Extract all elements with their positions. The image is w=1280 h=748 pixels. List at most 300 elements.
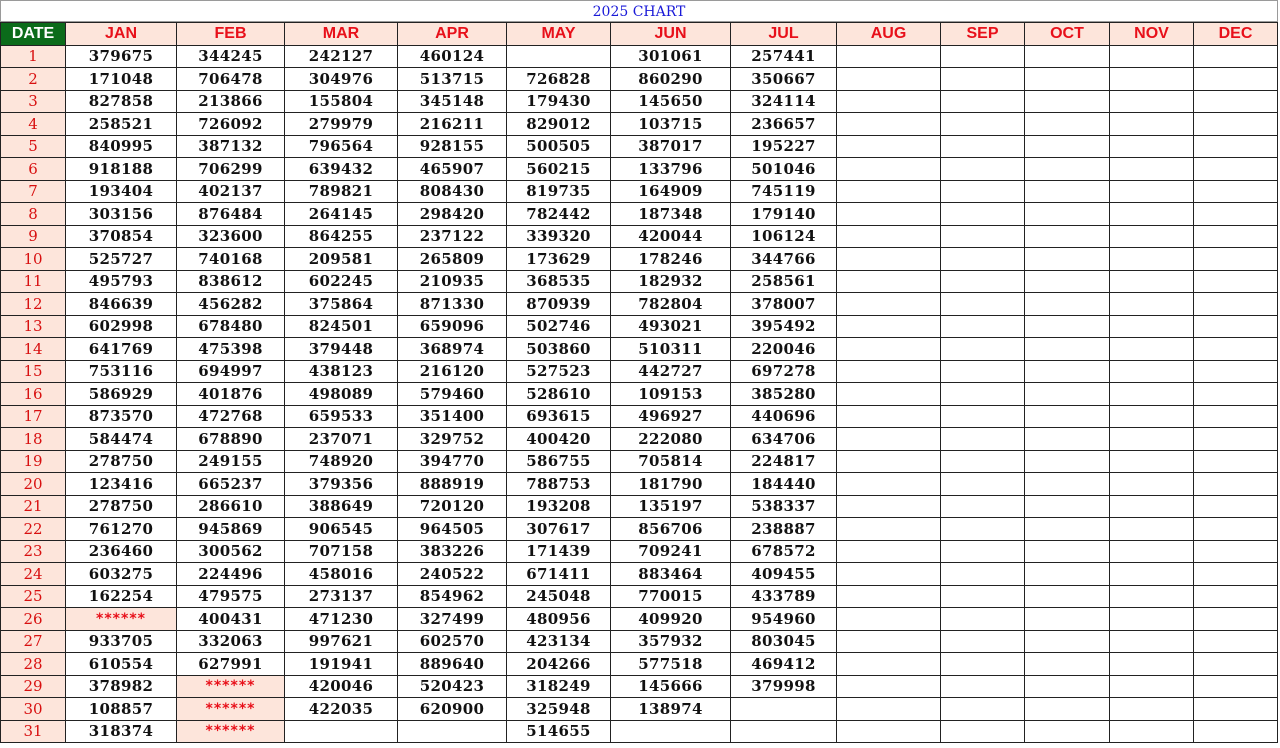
value-cell[interactable]: 803045	[731, 630, 837, 653]
value-cell[interactable]: 383226	[398, 540, 507, 563]
value-cell[interactable]: 442727	[611, 360, 731, 383]
value-cell[interactable]	[1110, 450, 1194, 473]
value-cell[interactable]: 178246	[611, 248, 731, 271]
value-cell[interactable]: 173629	[507, 248, 611, 271]
value-cell[interactable]	[941, 383, 1025, 406]
value-cell[interactable]	[1194, 540, 1278, 563]
value-cell[interactable]: 954960	[731, 608, 837, 631]
value-cell[interactable]: 671411	[507, 563, 611, 586]
value-cell[interactable]: 659096	[398, 315, 507, 338]
value-cell[interactable]: 242127	[285, 45, 398, 68]
value-cell[interactable]: 258521	[66, 113, 177, 136]
value-cell[interactable]: 187348	[611, 203, 731, 226]
value-cell[interactable]	[1194, 405, 1278, 428]
value-cell[interactable]: 329752	[398, 428, 507, 451]
value-cell[interactable]: 108857	[66, 698, 177, 721]
value-cell[interactable]: 620900	[398, 698, 507, 721]
value-cell[interactable]: 864255	[285, 225, 398, 248]
value-cell[interactable]	[1194, 428, 1278, 451]
value-cell[interactable]: 479575	[177, 585, 285, 608]
value-cell[interactable]: 873570	[66, 405, 177, 428]
value-cell[interactable]: 245048	[507, 585, 611, 608]
value-cell[interactable]: 332063	[177, 630, 285, 653]
value-cell[interactable]	[837, 450, 941, 473]
value-cell[interactable]: 395492	[731, 315, 837, 338]
value-cell[interactable]	[1110, 315, 1194, 338]
month-header-dec[interactable]: DEC	[1194, 23, 1278, 46]
value-cell[interactable]: 964505	[398, 518, 507, 541]
value-cell[interactable]	[1110, 428, 1194, 451]
value-cell[interactable]: 456282	[177, 293, 285, 316]
value-cell[interactable]: 323600	[177, 225, 285, 248]
value-cell[interactable]: 808430	[398, 180, 507, 203]
value-cell[interactable]: 400431	[177, 608, 285, 631]
value-cell[interactable]	[941, 563, 1025, 586]
value-cell[interactable]	[837, 315, 941, 338]
value-cell[interactable]: 538337	[731, 495, 837, 518]
value-cell[interactable]	[1194, 585, 1278, 608]
value-cell[interactable]: 641769	[66, 338, 177, 361]
value-cell[interactable]: 726828	[507, 68, 611, 91]
value-cell[interactable]: 829012	[507, 113, 611, 136]
value-cell[interactable]: 458016	[285, 563, 398, 586]
value-cell[interactable]	[1025, 450, 1110, 473]
value-cell[interactable]	[1025, 293, 1110, 316]
value-cell[interactable]: 350667	[731, 68, 837, 91]
value-cell[interactable]: 222080	[611, 428, 731, 451]
value-cell[interactable]	[1194, 180, 1278, 203]
value-cell[interactable]: 433789	[731, 585, 837, 608]
day-cell[interactable]: 1	[1, 45, 66, 68]
value-cell[interactable]	[1025, 428, 1110, 451]
value-cell[interactable]: 286610	[177, 495, 285, 518]
value-cell[interactable]	[941, 293, 1025, 316]
value-cell[interactable]	[1194, 135, 1278, 158]
value-cell[interactable]	[1110, 720, 1194, 743]
value-cell[interactable]	[1110, 180, 1194, 203]
day-cell[interactable]: 28	[1, 653, 66, 676]
value-cell[interactable]: 856706	[611, 518, 731, 541]
value-cell[interactable]	[1110, 630, 1194, 653]
value-cell[interactable]: 216211	[398, 113, 507, 136]
value-cell[interactable]: 378982	[66, 675, 177, 698]
value-cell[interactable]: 237071	[285, 428, 398, 451]
value-cell[interactable]: 394770	[398, 450, 507, 473]
value-cell[interactable]	[1110, 653, 1194, 676]
value-cell[interactable]	[1025, 585, 1110, 608]
value-cell[interactable]	[837, 405, 941, 428]
value-cell[interactable]: 324114	[731, 90, 837, 113]
value-cell[interactable]: 720120	[398, 495, 507, 518]
value-cell[interactable]: 678890	[177, 428, 285, 451]
value-cell[interactable]	[1194, 608, 1278, 631]
value-cell[interactable]	[1110, 495, 1194, 518]
value-cell[interactable]	[1194, 720, 1278, 743]
value-cell[interactable]	[611, 720, 731, 743]
value-cell[interactable]: 788753	[507, 473, 611, 496]
value-cell[interactable]: 706478	[177, 68, 285, 91]
value-cell[interactable]	[1025, 495, 1110, 518]
value-cell[interactable]: 602570	[398, 630, 507, 653]
value-cell[interactable]	[941, 698, 1025, 721]
value-cell[interactable]	[1025, 203, 1110, 226]
value-cell[interactable]: 422035	[285, 698, 398, 721]
value-cell[interactable]	[1025, 248, 1110, 271]
value-cell[interactable]	[837, 675, 941, 698]
day-cell[interactable]: 2	[1, 68, 66, 91]
value-cell[interactable]: 584474	[66, 428, 177, 451]
value-cell[interactable]: 503860	[507, 338, 611, 361]
value-cell[interactable]: 103715	[611, 113, 731, 136]
value-cell[interactable]	[941, 360, 1025, 383]
value-cell[interactable]: 514655	[507, 720, 611, 743]
value-cell[interactable]	[1025, 68, 1110, 91]
value-cell[interactable]	[1194, 450, 1278, 473]
value-cell[interactable]	[941, 45, 1025, 68]
value-cell[interactable]: 693615	[507, 405, 611, 428]
day-cell[interactable]: 3	[1, 90, 66, 113]
value-cell[interactable]: 304976	[285, 68, 398, 91]
value-cell[interactable]: 639432	[285, 158, 398, 181]
value-cell[interactable]	[837, 180, 941, 203]
day-cell[interactable]: 31	[1, 720, 66, 743]
value-cell[interactable]: 420046	[285, 675, 398, 698]
value-cell[interactable]	[1194, 495, 1278, 518]
value-cell[interactable]	[1110, 135, 1194, 158]
value-cell[interactable]: 782442	[507, 203, 611, 226]
value-cell[interactable]	[398, 720, 507, 743]
value-cell[interactable]: 471230	[285, 608, 398, 631]
value-cell[interactable]: 420044	[611, 225, 731, 248]
value-cell[interactable]	[1025, 720, 1110, 743]
day-cell[interactable]: 4	[1, 113, 66, 136]
value-cell[interactable]	[1110, 540, 1194, 563]
value-cell[interactable]	[837, 338, 941, 361]
value-cell[interactable]: 496927	[611, 405, 731, 428]
value-cell[interactable]: 409455	[731, 563, 837, 586]
value-cell[interactable]: 876484	[177, 203, 285, 226]
value-cell[interactable]	[1194, 225, 1278, 248]
value-cell[interactable]	[837, 360, 941, 383]
month-header-nov[interactable]: NOV	[1110, 23, 1194, 46]
value-cell[interactable]: 945869	[177, 518, 285, 541]
value-cell[interactable]: 344245	[177, 45, 285, 68]
value-cell[interactable]	[731, 698, 837, 721]
value-cell[interactable]	[837, 630, 941, 653]
value-cell[interactable]	[941, 68, 1025, 91]
value-cell[interactable]: 357932	[611, 630, 731, 653]
chart-title[interactable]: 2025 CHART	[0, 0, 1278, 22]
value-cell[interactable]: 155804	[285, 90, 398, 113]
value-cell[interactable]: 753116	[66, 360, 177, 383]
value-cell[interactable]	[1025, 360, 1110, 383]
value-cell[interactable]	[837, 428, 941, 451]
value-cell[interactable]: 303156	[66, 203, 177, 226]
value-cell[interactable]: 204266	[507, 653, 611, 676]
value-cell[interactable]: 145666	[611, 675, 731, 698]
day-cell[interactable]: 15	[1, 360, 66, 383]
value-cell[interactable]	[1025, 225, 1110, 248]
value-cell[interactable]	[837, 248, 941, 271]
value-cell[interactable]: ******	[177, 720, 285, 743]
value-cell[interactable]: 106124	[731, 225, 837, 248]
value-cell[interactable]: 258561	[731, 270, 837, 293]
value-cell[interactable]: 888919	[398, 473, 507, 496]
value-cell[interactable]: 579460	[398, 383, 507, 406]
day-cell[interactable]: 13	[1, 315, 66, 338]
value-cell[interactable]: 257441	[731, 45, 837, 68]
value-cell[interactable]	[1194, 383, 1278, 406]
value-cell[interactable]	[941, 248, 1025, 271]
value-cell[interactable]	[837, 473, 941, 496]
value-cell[interactable]	[941, 428, 1025, 451]
day-cell[interactable]: 23	[1, 540, 66, 563]
value-cell[interactable]: 181790	[611, 473, 731, 496]
value-cell[interactable]: 213866	[177, 90, 285, 113]
day-cell[interactable]: 11	[1, 270, 66, 293]
value-cell[interactable]	[837, 563, 941, 586]
value-cell[interactable]	[941, 495, 1025, 518]
value-cell[interactable]	[1194, 293, 1278, 316]
value-cell[interactable]	[1110, 113, 1194, 136]
value-cell[interactable]: 379998	[731, 675, 837, 698]
value-cell[interactable]: 707158	[285, 540, 398, 563]
value-cell[interactable]	[1025, 473, 1110, 496]
value-cell[interactable]	[837, 653, 941, 676]
day-cell[interactable]: 12	[1, 293, 66, 316]
value-cell[interactable]	[837, 113, 941, 136]
value-cell[interactable]: 379675	[66, 45, 177, 68]
day-cell[interactable]: 17	[1, 405, 66, 428]
day-cell[interactable]: 6	[1, 158, 66, 181]
value-cell[interactable]: 135197	[611, 495, 731, 518]
value-cell[interactable]: 385280	[731, 383, 837, 406]
value-cell[interactable]	[1025, 653, 1110, 676]
value-cell[interactable]: 210935	[398, 270, 507, 293]
value-cell[interactable]: ******	[66, 608, 177, 631]
month-header-oct[interactable]: OCT	[1025, 23, 1110, 46]
value-cell[interactable]: 138974	[611, 698, 731, 721]
value-cell[interactable]: 610554	[66, 653, 177, 676]
value-cell[interactable]	[1110, 360, 1194, 383]
value-cell[interactable]: 782804	[611, 293, 731, 316]
value-cell[interactable]	[1025, 608, 1110, 631]
value-cell[interactable]: 133796	[611, 158, 731, 181]
value-cell[interactable]: 918188	[66, 158, 177, 181]
value-cell[interactable]: 906545	[285, 518, 398, 541]
value-cell[interactable]	[941, 405, 1025, 428]
value-cell[interactable]: 480956	[507, 608, 611, 631]
value-cell[interactable]	[941, 270, 1025, 293]
value-cell[interactable]: 368535	[507, 270, 611, 293]
day-cell[interactable]: 7	[1, 180, 66, 203]
value-cell[interactable]: 520423	[398, 675, 507, 698]
value-cell[interactable]: 400420	[507, 428, 611, 451]
value-cell[interactable]: 846639	[66, 293, 177, 316]
value-cell[interactable]	[837, 698, 941, 721]
value-cell[interactable]: 997621	[285, 630, 398, 653]
value-cell[interactable]: 883464	[611, 563, 731, 586]
value-cell[interactable]	[1194, 248, 1278, 271]
value-cell[interactable]	[837, 585, 941, 608]
value-cell[interactable]	[1025, 630, 1110, 653]
value-cell[interactable]: 193404	[66, 180, 177, 203]
value-cell[interactable]	[941, 473, 1025, 496]
value-cell[interactable]	[731, 720, 837, 743]
value-cell[interactable]	[1110, 675, 1194, 698]
value-cell[interactable]	[837, 203, 941, 226]
value-cell[interactable]: 249155	[177, 450, 285, 473]
value-cell[interactable]	[1194, 158, 1278, 181]
month-header-jun[interactable]: JUN	[611, 23, 731, 46]
value-cell[interactable]	[1025, 158, 1110, 181]
value-cell[interactable]: 726092	[177, 113, 285, 136]
value-cell[interactable]: 240522	[398, 563, 507, 586]
value-cell[interactable]: 123416	[66, 473, 177, 496]
value-cell[interactable]: 586755	[507, 450, 611, 473]
value-cell[interactable]: 379448	[285, 338, 398, 361]
value-cell[interactable]	[941, 630, 1025, 653]
value-cell[interactable]	[1110, 518, 1194, 541]
value-cell[interactable]	[1194, 68, 1278, 91]
value-cell[interactable]	[1194, 675, 1278, 698]
value-cell[interactable]: 327499	[398, 608, 507, 631]
value-cell[interactable]	[837, 68, 941, 91]
value-cell[interactable]: 171048	[66, 68, 177, 91]
value-cell[interactable]: 344766	[731, 248, 837, 271]
value-cell[interactable]: 460124	[398, 45, 507, 68]
value-cell[interactable]: 279979	[285, 113, 398, 136]
day-cell[interactable]: 18	[1, 428, 66, 451]
day-cell[interactable]: 8	[1, 203, 66, 226]
value-cell[interactable]: 560215	[507, 158, 611, 181]
value-cell[interactable]: 370854	[66, 225, 177, 248]
value-cell[interactable]: 184440	[731, 473, 837, 496]
value-cell[interactable]: 339320	[507, 225, 611, 248]
value-cell[interactable]	[941, 720, 1025, 743]
month-header-mar[interactable]: MAR	[285, 23, 398, 46]
value-cell[interactable]: 819735	[507, 180, 611, 203]
value-cell[interactable]: 264145	[285, 203, 398, 226]
value-cell[interactable]	[1110, 608, 1194, 631]
value-cell[interactable]	[941, 608, 1025, 631]
value-cell[interactable]: 510311	[611, 338, 731, 361]
value-cell[interactable]	[941, 225, 1025, 248]
value-cell[interactable]: 933705	[66, 630, 177, 653]
value-cell[interactable]	[1025, 338, 1110, 361]
value-cell[interactable]	[837, 158, 941, 181]
value-cell[interactable]	[837, 518, 941, 541]
value-cell[interactable]	[941, 180, 1025, 203]
value-cell[interactable]	[507, 45, 611, 68]
value-cell[interactable]: 237122	[398, 225, 507, 248]
value-cell[interactable]: 678480	[177, 315, 285, 338]
value-cell[interactable]	[1194, 360, 1278, 383]
value-cell[interactable]	[1194, 45, 1278, 68]
value-cell[interactable]: 586929	[66, 383, 177, 406]
month-header-sep[interactable]: SEP	[941, 23, 1025, 46]
value-cell[interactable]	[837, 270, 941, 293]
value-cell[interactable]: 191941	[285, 653, 398, 676]
value-cell[interactable]	[837, 135, 941, 158]
value-cell[interactable]: 278750	[66, 450, 177, 473]
value-cell[interactable]: 709241	[611, 540, 731, 563]
value-cell[interactable]: 659533	[285, 405, 398, 428]
value-cell[interactable]: 870939	[507, 293, 611, 316]
value-cell[interactable]	[1194, 203, 1278, 226]
value-cell[interactable]: 438123	[285, 360, 398, 383]
value-cell[interactable]	[1110, 585, 1194, 608]
month-header-may[interactable]: MAY	[507, 23, 611, 46]
value-cell[interactable]: 500505	[507, 135, 611, 158]
value-cell[interactable]: 423134	[507, 630, 611, 653]
month-header-feb[interactable]: FEB	[177, 23, 285, 46]
value-cell[interactable]: 182932	[611, 270, 731, 293]
value-cell[interactable]: 171439	[507, 540, 611, 563]
date-column-header[interactable]: DATE	[1, 23, 66, 46]
value-cell[interactable]	[837, 90, 941, 113]
value-cell[interactable]: 238887	[731, 518, 837, 541]
value-cell[interactable]	[1025, 698, 1110, 721]
day-cell[interactable]: 22	[1, 518, 66, 541]
value-cell[interactable]: 602245	[285, 270, 398, 293]
value-cell[interactable]: 705814	[611, 450, 731, 473]
value-cell[interactable]: 401876	[177, 383, 285, 406]
value-cell[interactable]: 770015	[611, 585, 731, 608]
value-cell[interactable]	[941, 585, 1025, 608]
value-cell[interactable]: 224817	[731, 450, 837, 473]
value-cell[interactable]: 368974	[398, 338, 507, 361]
value-cell[interactable]: 307617	[507, 518, 611, 541]
value-cell[interactable]: 298420	[398, 203, 507, 226]
day-cell[interactable]: 27	[1, 630, 66, 653]
value-cell[interactable]	[837, 720, 941, 743]
value-cell[interactable]: 678572	[731, 540, 837, 563]
value-cell[interactable]: 193208	[507, 495, 611, 518]
value-cell[interactable]	[1194, 473, 1278, 496]
value-cell[interactable]	[837, 495, 941, 518]
value-cell[interactable]	[1194, 113, 1278, 136]
value-cell[interactable]	[1194, 270, 1278, 293]
value-cell[interactable]	[1194, 518, 1278, 541]
value-cell[interactable]: ******	[177, 675, 285, 698]
value-cell[interactable]: 318249	[507, 675, 611, 698]
value-cell[interactable]	[1194, 653, 1278, 676]
value-cell[interactable]	[941, 135, 1025, 158]
value-cell[interactable]	[837, 45, 941, 68]
day-cell[interactable]: 21	[1, 495, 66, 518]
value-cell[interactable]: 402137	[177, 180, 285, 203]
value-cell[interactable]: 265809	[398, 248, 507, 271]
value-cell[interactable]: 351400	[398, 405, 507, 428]
value-cell[interactable]: 379356	[285, 473, 398, 496]
month-header-aug[interactable]: AUG	[837, 23, 941, 46]
value-cell[interactable]	[1110, 90, 1194, 113]
value-cell[interactable]: 109153	[611, 383, 731, 406]
value-cell[interactable]: 740168	[177, 248, 285, 271]
value-cell[interactable]	[837, 608, 941, 631]
value-cell[interactable]: 498089	[285, 383, 398, 406]
month-header-apr[interactable]: APR	[398, 23, 507, 46]
value-cell[interactable]	[1194, 698, 1278, 721]
value-cell[interactable]: 603275	[66, 563, 177, 586]
value-cell[interactable]: 502746	[507, 315, 611, 338]
value-cell[interactable]: 469412	[731, 653, 837, 676]
value-cell[interactable]	[1110, 270, 1194, 293]
value-cell[interactable]: 796564	[285, 135, 398, 158]
value-cell[interactable]	[1025, 315, 1110, 338]
value-cell[interactable]: 634706	[731, 428, 837, 451]
